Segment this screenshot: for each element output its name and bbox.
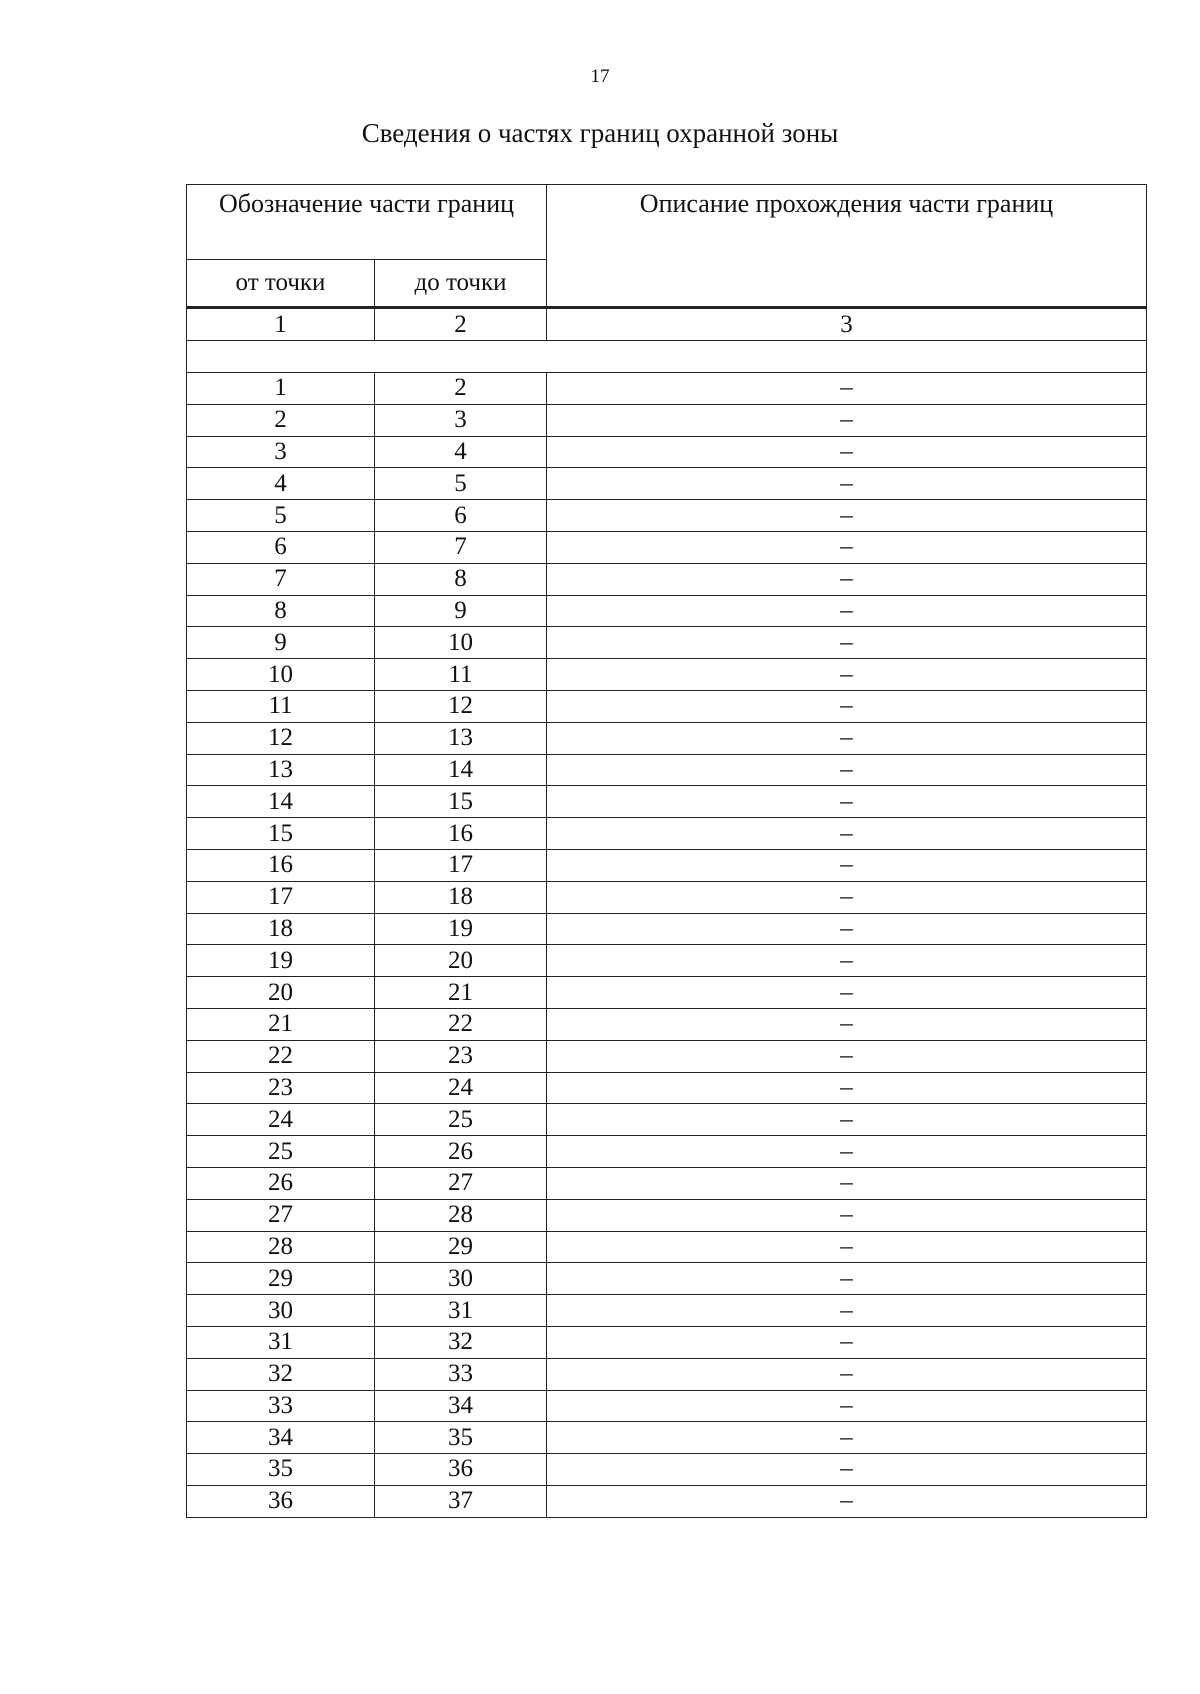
cell-desc: – — [547, 1263, 1147, 1295]
cell-desc: – — [547, 945, 1147, 977]
cell-to: 15 — [375, 786, 547, 818]
cell-from: 10 — [187, 659, 375, 691]
cell-desc: – — [547, 1104, 1147, 1136]
boundary-parts-table — [186, 184, 1147, 1518]
document-title: Сведения о частях границ охранной зоны — [361, 118, 839, 148]
page-number: 17 — [590, 66, 610, 87]
cell-from: 25 — [187, 1136, 375, 1168]
cell-desc: – — [547, 531, 1147, 563]
cell-to: 20 — [375, 945, 547, 977]
column-number-row — [187, 308, 1147, 341]
cell-from: 9 — [187, 627, 375, 659]
cell-desc: – — [547, 977, 1147, 1009]
cell-to: 32 — [375, 1326, 547, 1358]
cell-desc: – — [547, 1167, 1147, 1199]
table-row — [187, 1136, 1147, 1168]
cell-desc: – — [547, 404, 1147, 436]
table-row — [187, 1326, 1147, 1358]
header-row-top — [187, 185, 1147, 260]
cell-desc: – — [547, 786, 1147, 818]
cell-to: 24 — [375, 1072, 547, 1104]
table-row — [187, 818, 1147, 850]
cell-from: 8 — [187, 595, 375, 627]
cell-from: 2 — [187, 404, 375, 436]
cell-from: 28 — [187, 1231, 375, 1263]
cell-desc: – — [547, 818, 1147, 850]
table-row — [187, 595, 1147, 627]
cell-from: 24 — [187, 1104, 375, 1136]
section-blank-row — [187, 341, 1147, 373]
column-number-1: 1 — [187, 308, 375, 341]
table-row — [187, 1390, 1147, 1422]
cell-to: 23 — [375, 1040, 547, 1072]
cell-desc: – — [547, 659, 1147, 691]
cell-from: 4 — [187, 468, 375, 500]
cell-to: 34 — [375, 1390, 547, 1422]
table-row — [187, 754, 1147, 786]
table-row — [187, 945, 1147, 977]
cell-desc: – — [547, 1008, 1147, 1040]
table-row — [187, 500, 1147, 532]
table-header — [187, 185, 1147, 308]
header-boundary-description: Описание прохождения части границ — [547, 185, 1147, 308]
cell-to: 28 — [375, 1199, 547, 1231]
table-row — [187, 1072, 1147, 1104]
cell-from: 22 — [187, 1040, 375, 1072]
cell-to: 25 — [375, 1104, 547, 1136]
cell-desc: – — [547, 1136, 1147, 1168]
cell-from: 34 — [187, 1422, 375, 1454]
cell-to: 17 — [375, 849, 547, 881]
cell-desc: – — [547, 1390, 1147, 1422]
cell-to: 36 — [375, 1454, 547, 1486]
table-row — [187, 468, 1147, 500]
section-blank-cell — [187, 341, 1147, 373]
cell-to: 7 — [375, 531, 547, 563]
cell-desc: – — [547, 722, 1147, 754]
cell-from: 35 — [187, 1454, 375, 1486]
cell-from: 11 — [187, 690, 375, 722]
table-row — [187, 690, 1147, 722]
table-body — [187, 373, 1147, 1518]
cell-from: 15 — [187, 818, 375, 850]
cell-desc: – — [547, 1072, 1147, 1104]
cell-from: 5 — [187, 500, 375, 532]
header-boundary-designation: Обозначение части границ — [187, 185, 547, 260]
cell-desc: – — [547, 468, 1147, 500]
cell-to: 30 — [375, 1263, 547, 1295]
table-row — [187, 1040, 1147, 1072]
cell-from: 36 — [187, 1485, 375, 1517]
cell-desc: – — [547, 563, 1147, 595]
cell-desc: – — [547, 1040, 1147, 1072]
table-row — [187, 659, 1147, 691]
cell-to: 2 — [375, 373, 547, 405]
cell-to: 14 — [375, 754, 547, 786]
table-row — [187, 1104, 1147, 1136]
cell-from: 6 — [187, 531, 375, 563]
cell-from: 3 — [187, 436, 375, 468]
cell-from: 19 — [187, 945, 375, 977]
table-row — [187, 722, 1147, 754]
table-row — [187, 1263, 1147, 1295]
table-row — [187, 531, 1147, 563]
table-row — [187, 1454, 1147, 1486]
cell-desc: – — [547, 690, 1147, 722]
cell-from: 27 — [187, 1199, 375, 1231]
table-row — [187, 1295, 1147, 1327]
cell-desc: – — [547, 1231, 1147, 1263]
cell-desc: – — [547, 849, 1147, 881]
cell-to: 29 — [375, 1231, 547, 1263]
cell-to: 16 — [375, 818, 547, 850]
cell-to: 13 — [375, 722, 547, 754]
table-row — [187, 563, 1147, 595]
table-row — [187, 849, 1147, 881]
cell-from: 1 — [187, 373, 375, 405]
cell-to: 9 — [375, 595, 547, 627]
cell-desc: – — [547, 436, 1147, 468]
table-row — [187, 1485, 1147, 1517]
cell-to: 6 — [375, 500, 547, 532]
table-row — [187, 627, 1147, 659]
cell-to: 21 — [375, 977, 547, 1009]
table-row — [187, 977, 1147, 1009]
column-number-2: 2 — [375, 308, 547, 341]
cell-from: 31 — [187, 1326, 375, 1358]
cell-from: 14 — [187, 786, 375, 818]
cell-from: 29 — [187, 1263, 375, 1295]
cell-from: 13 — [187, 754, 375, 786]
cell-from: 23 — [187, 1072, 375, 1104]
cell-to: 37 — [375, 1485, 547, 1517]
cell-from: 12 — [187, 722, 375, 754]
table-row — [187, 881, 1147, 913]
cell-to: 12 — [375, 690, 547, 722]
cell-from: 7 — [187, 563, 375, 595]
cell-from: 30 — [187, 1295, 375, 1327]
cell-desc: – — [547, 1358, 1147, 1390]
header-to-point: до точки — [375, 260, 547, 308]
cell-from: 21 — [187, 1008, 375, 1040]
cell-to: 22 — [375, 1008, 547, 1040]
cell-from: 26 — [187, 1167, 375, 1199]
table-row — [187, 1231, 1147, 1263]
cell-to: 27 — [375, 1167, 547, 1199]
cell-to: 35 — [375, 1422, 547, 1454]
cell-desc: – — [547, 627, 1147, 659]
cell-desc: – — [547, 1326, 1147, 1358]
cell-desc: – — [547, 1295, 1147, 1327]
boundary-parts-table-container — [186, 184, 1146, 1518]
cell-desc: – — [547, 1454, 1147, 1486]
cell-desc: – — [547, 754, 1147, 786]
cell-desc: – — [547, 1422, 1147, 1454]
cell-to: 19 — [375, 913, 547, 945]
column-number-3: 3 — [547, 308, 1147, 341]
cell-to: 26 — [375, 1136, 547, 1168]
table-row — [187, 1422, 1147, 1454]
cell-to: 3 — [375, 404, 547, 436]
cell-from: 33 — [187, 1390, 375, 1422]
table-row — [187, 1167, 1147, 1199]
cell-desc: – — [547, 595, 1147, 627]
table-row — [187, 436, 1147, 468]
cell-to: 10 — [375, 627, 547, 659]
cell-desc: – — [547, 881, 1147, 913]
cell-from: 20 — [187, 977, 375, 1009]
cell-from: 18 — [187, 913, 375, 945]
table-row — [187, 1358, 1147, 1390]
table-column-numbers — [187, 308, 1147, 373]
cell-to: 33 — [375, 1358, 547, 1390]
table-row — [187, 404, 1147, 436]
table-row — [187, 913, 1147, 945]
cell-to: 18 — [375, 881, 547, 913]
header-from-point: от точки — [187, 260, 375, 308]
cell-to: 4 — [375, 436, 547, 468]
cell-to: 8 — [375, 563, 547, 595]
cell-from: 16 — [187, 849, 375, 881]
cell-to: 5 — [375, 468, 547, 500]
table-row — [187, 373, 1147, 405]
cell-to: 11 — [375, 659, 547, 691]
cell-from: 32 — [187, 1358, 375, 1390]
cell-to: 31 — [375, 1295, 547, 1327]
cell-desc: – — [547, 373, 1147, 405]
table-row — [187, 1199, 1147, 1231]
cell-desc: – — [547, 500, 1147, 532]
cell-from: 17 — [187, 881, 375, 913]
table-row — [187, 786, 1147, 818]
cell-desc: – — [547, 1199, 1147, 1231]
cell-desc: – — [547, 913, 1147, 945]
cell-desc: – — [547, 1485, 1147, 1517]
table-row — [187, 1008, 1147, 1040]
